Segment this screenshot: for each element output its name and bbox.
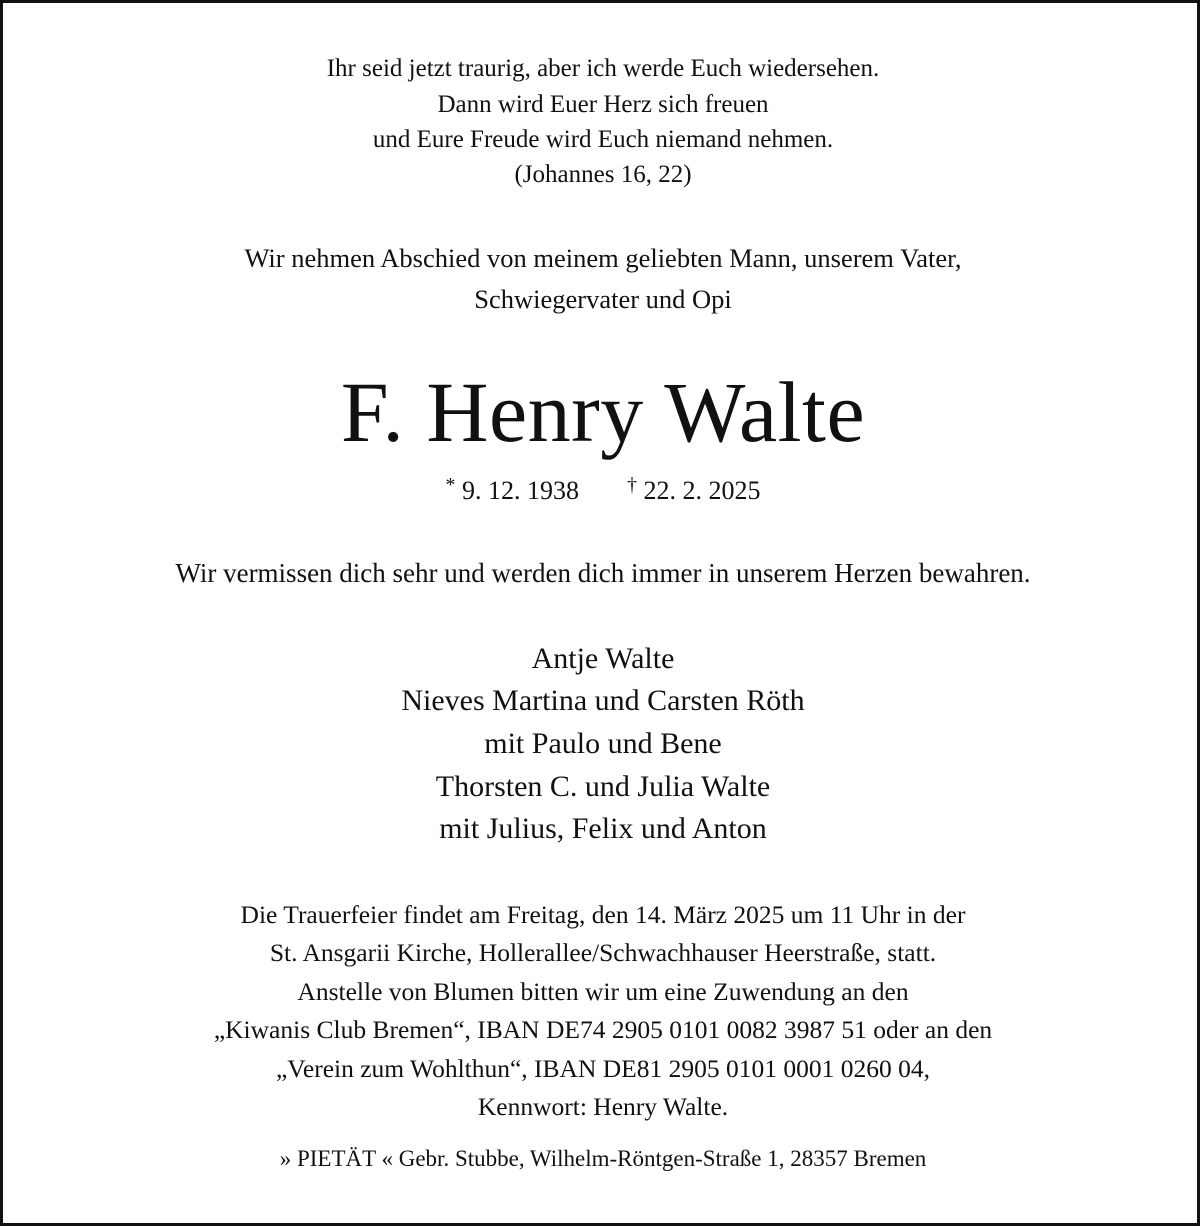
verse-line-2: Dann wird Euer Herz sich freuen xyxy=(437,91,769,118)
verse-line-3: und Eure Freude wird Euch niemand nehmen. xyxy=(372,126,834,153)
family-line-2: Nieves Martina und Carsten Röth xyxy=(401,684,805,717)
family-line-4: Thorsten C. und Julia Walte xyxy=(435,770,771,803)
family-line-3: mit Paulo und Bene xyxy=(484,727,722,760)
life-dates xyxy=(3,475,1200,504)
ceremony-line-3: Anstelle von Blumen bitten wir um eine Zuwendung an den xyxy=(297,977,909,1006)
ceremony-line-4: „Kiwanis Club Bremen“, IBAN DE74 2905 0101 0082 3987 51 oder an den xyxy=(213,1015,993,1044)
family-line-1: Antje Walte xyxy=(531,642,675,675)
intro-line-2: Schwiegervater und Opi xyxy=(474,284,732,314)
family-line-5: mit Julius, Felix und Anton xyxy=(439,812,767,845)
ceremony-line-6: Kennwort: Henry Walte. xyxy=(477,1092,729,1121)
birth-date: 9. 12. 1938 xyxy=(462,476,579,505)
verse-citation: (Johannes 16, 22) xyxy=(514,161,692,188)
ceremony-line-2: St. Ansgarii Kirche, Hollerallee/Schwachhauser Heerstraße, statt. xyxy=(269,938,937,967)
tagline: Wir vermissen dich sehr und werden dich immer in unserem Herzen bewahren. xyxy=(175,558,1031,588)
verse-line-1: Ihr seid jetzt traurig, aber ich werde Euch wiedersehen. xyxy=(326,55,880,82)
birth-symbol: * xyxy=(445,474,456,496)
ceremony-line-5: „Verein zum Wohlthun“, IBAN DE81 2905 0101 0001 0260 04, xyxy=(275,1054,931,1083)
deceased-name: F. Henry Walte xyxy=(340,364,866,460)
funeral-home: » PIETÄT « Gebr. Stubbe, Wilhelm-Röntgen-Straße 1, 28357 Bremen xyxy=(279,1146,927,1171)
death-date: 22. 2. 2025 xyxy=(643,476,761,505)
death-symbol: † xyxy=(627,474,637,496)
ceremony-line-1: Die Trauerfeier findet am Freitag, den 14. März 2025 um 11 Uhr in der xyxy=(240,900,966,929)
intro-line-1: Wir nehmen Abschied von meinem geliebten Mann, unserem Vater, xyxy=(244,243,962,273)
